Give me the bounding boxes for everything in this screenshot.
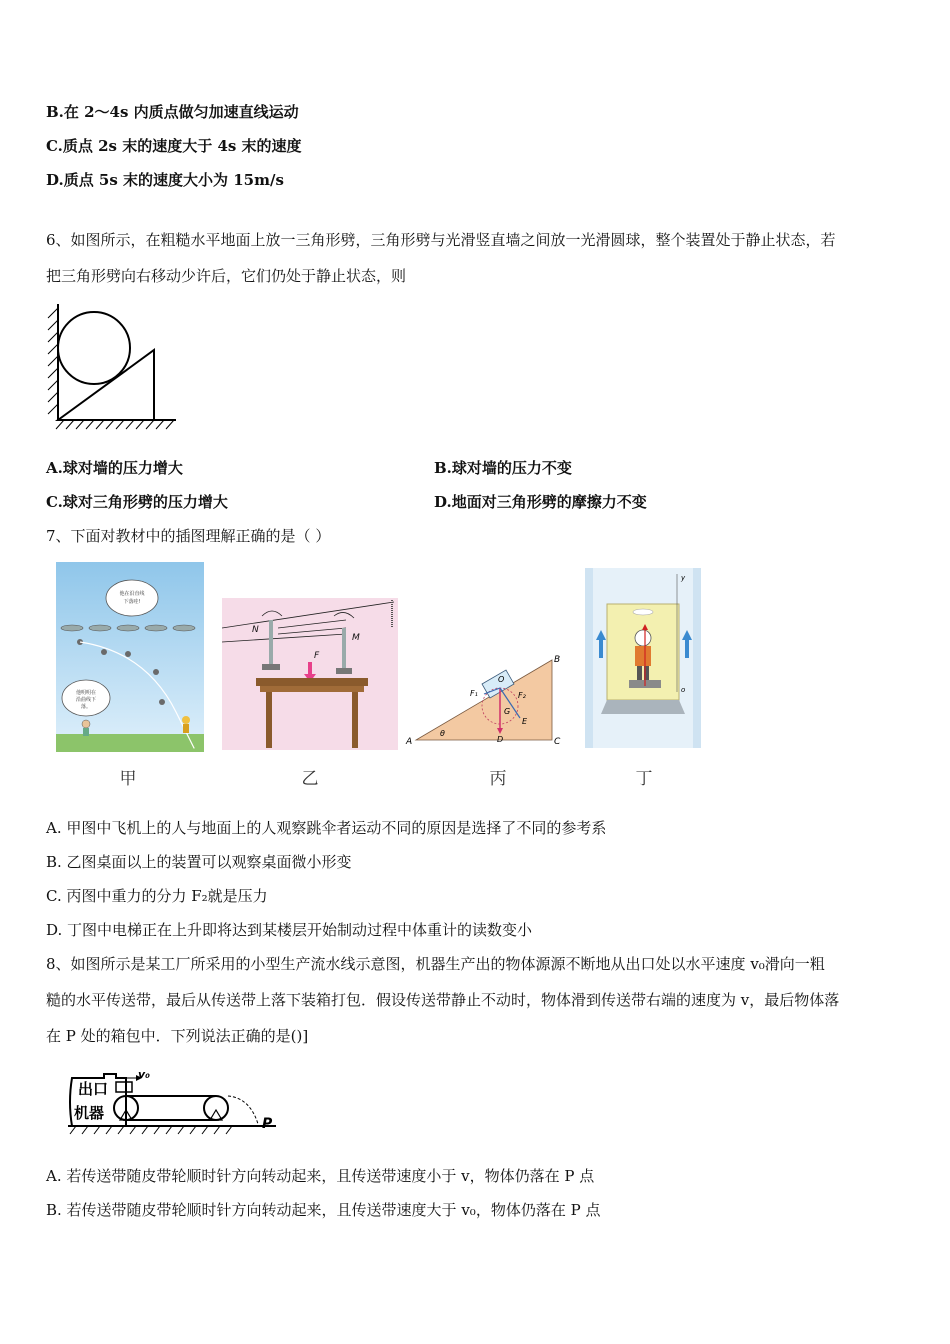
q7-caption-bing: 丙	[489, 769, 507, 789]
q8-conveyor-figure	[64, 1066, 284, 1140]
label-p: P	[262, 1116, 273, 1132]
label-f2: F₂	[518, 691, 526, 700]
q5-option-d: D.质点 5s 末的速度大小为 15m/s	[46, 171, 284, 189]
label-y: y	[681, 574, 686, 582]
q7-option-d: D. 丁图中电梯正在上升即将达到某楼层开始制动过程中体重计的读数变小	[46, 921, 533, 939]
label-o-axis: o	[681, 686, 686, 694]
svg-text:沿曲线下: 沿曲线下	[75, 697, 97, 703]
q8-stem-line1: 8、如图所示是某工厂所采用的小型生产流水线示意图，机器生产出的物体源源不断地从出口处以水平速度 v₀滑向一粗	[46, 955, 825, 973]
q7-option-c: C. 丙图中重力的分力 F₂就是压力	[46, 887, 268, 905]
q7-figure-yi	[222, 598, 398, 750]
q7-stem: 7、下面对教材中的插图理解正确的是（ ）	[46, 527, 331, 545]
bubble-bottom-text: 他明明在	[75, 690, 97, 696]
q7-caption-jia: 甲	[119, 769, 137, 789]
label-v0: v₀	[138, 1068, 150, 1081]
q6-stem-line2: 把三角形劈向右移动少许后，它们仍处于静止状态，则	[46, 267, 407, 285]
q7-figure-jia	[56, 562, 204, 752]
label-theta: θ	[440, 729, 445, 738]
q7-option-a: A. 甲图中飞机上的人与地面上的人观察跳伞者运动不同的原因是选择了不同的参考系	[46, 819, 607, 837]
bubble-top-text: 他在沿直线	[119, 591, 145, 597]
svg-text:下落哇!: 下落哇!	[123, 599, 141, 605]
label-exit: 出口	[78, 1080, 109, 1098]
label-o: O	[498, 675, 505, 684]
q6-wedge-ball-figure	[40, 298, 180, 430]
q7-option-b: B. 乙图桌面以上的装置可以观察桌面微小形变	[46, 853, 352, 871]
q6-stem-line1: 6、如图所示，在粗糙水平地面上放一三角形劈，三角形劈与光滑竖直墙之间放一光滑圆球，整个装置处于静止状态，若	[46, 231, 836, 249]
q7-caption-ding: 丁	[635, 769, 653, 789]
label-g: G	[504, 707, 511, 716]
q5-option-c: C.质点 2s 末的速度大于 4s 末的速度	[46, 137, 302, 155]
label-m: M	[352, 633, 360, 643]
q6-option-c: C.球对三角形劈的压力增大	[46, 493, 228, 511]
label-a: A	[406, 737, 413, 747]
label-c: C	[554, 737, 561, 747]
label-e: E	[522, 717, 528, 726]
q7-caption-yi: 乙	[301, 769, 319, 789]
label-f1: F₁	[470, 689, 478, 698]
q8-stem-line3: 在 P 处的箱包中．下列说法正确的是()]	[46, 1027, 309, 1045]
label-n: N	[252, 625, 259, 635]
q7-figure-bing	[402, 652, 568, 748]
q8-stem-line2: 糙的水平传送带，最后从传送带上落下装箱打包．假设传送带静止不动时，物体滑到传送带右端的速度为 v，最后物体落	[46, 991, 840, 1009]
q6-option-a: A.球对墙的压力增大	[46, 459, 183, 477]
svg-text:落。: 落。	[80, 704, 92, 710]
q6-option-d: D.地面对三角形劈的摩擦力不变	[434, 493, 647, 511]
q8-option-a: A. 若传送带随皮带轮顺时针方向转动起来，且传送带速度小于 v，物体仍落在 P 点	[46, 1167, 595, 1185]
q8-option-b: B. 若传送带随皮带轮顺时针方向转动起来，且传送带速度大于 v₀，物体仍落在 P 点	[46, 1201, 601, 1219]
q7-figure-ding	[585, 568, 701, 748]
label-machine: 机器	[74, 1104, 105, 1122]
label-f: F	[314, 651, 320, 661]
label-d: D	[497, 735, 504, 744]
label-b: B	[554, 655, 561, 665]
q6-option-b: B.球对墙的压力不变	[434, 459, 572, 477]
q5-option-b: B.在 2～4s 内质点做匀加速直线运动	[46, 103, 299, 121]
